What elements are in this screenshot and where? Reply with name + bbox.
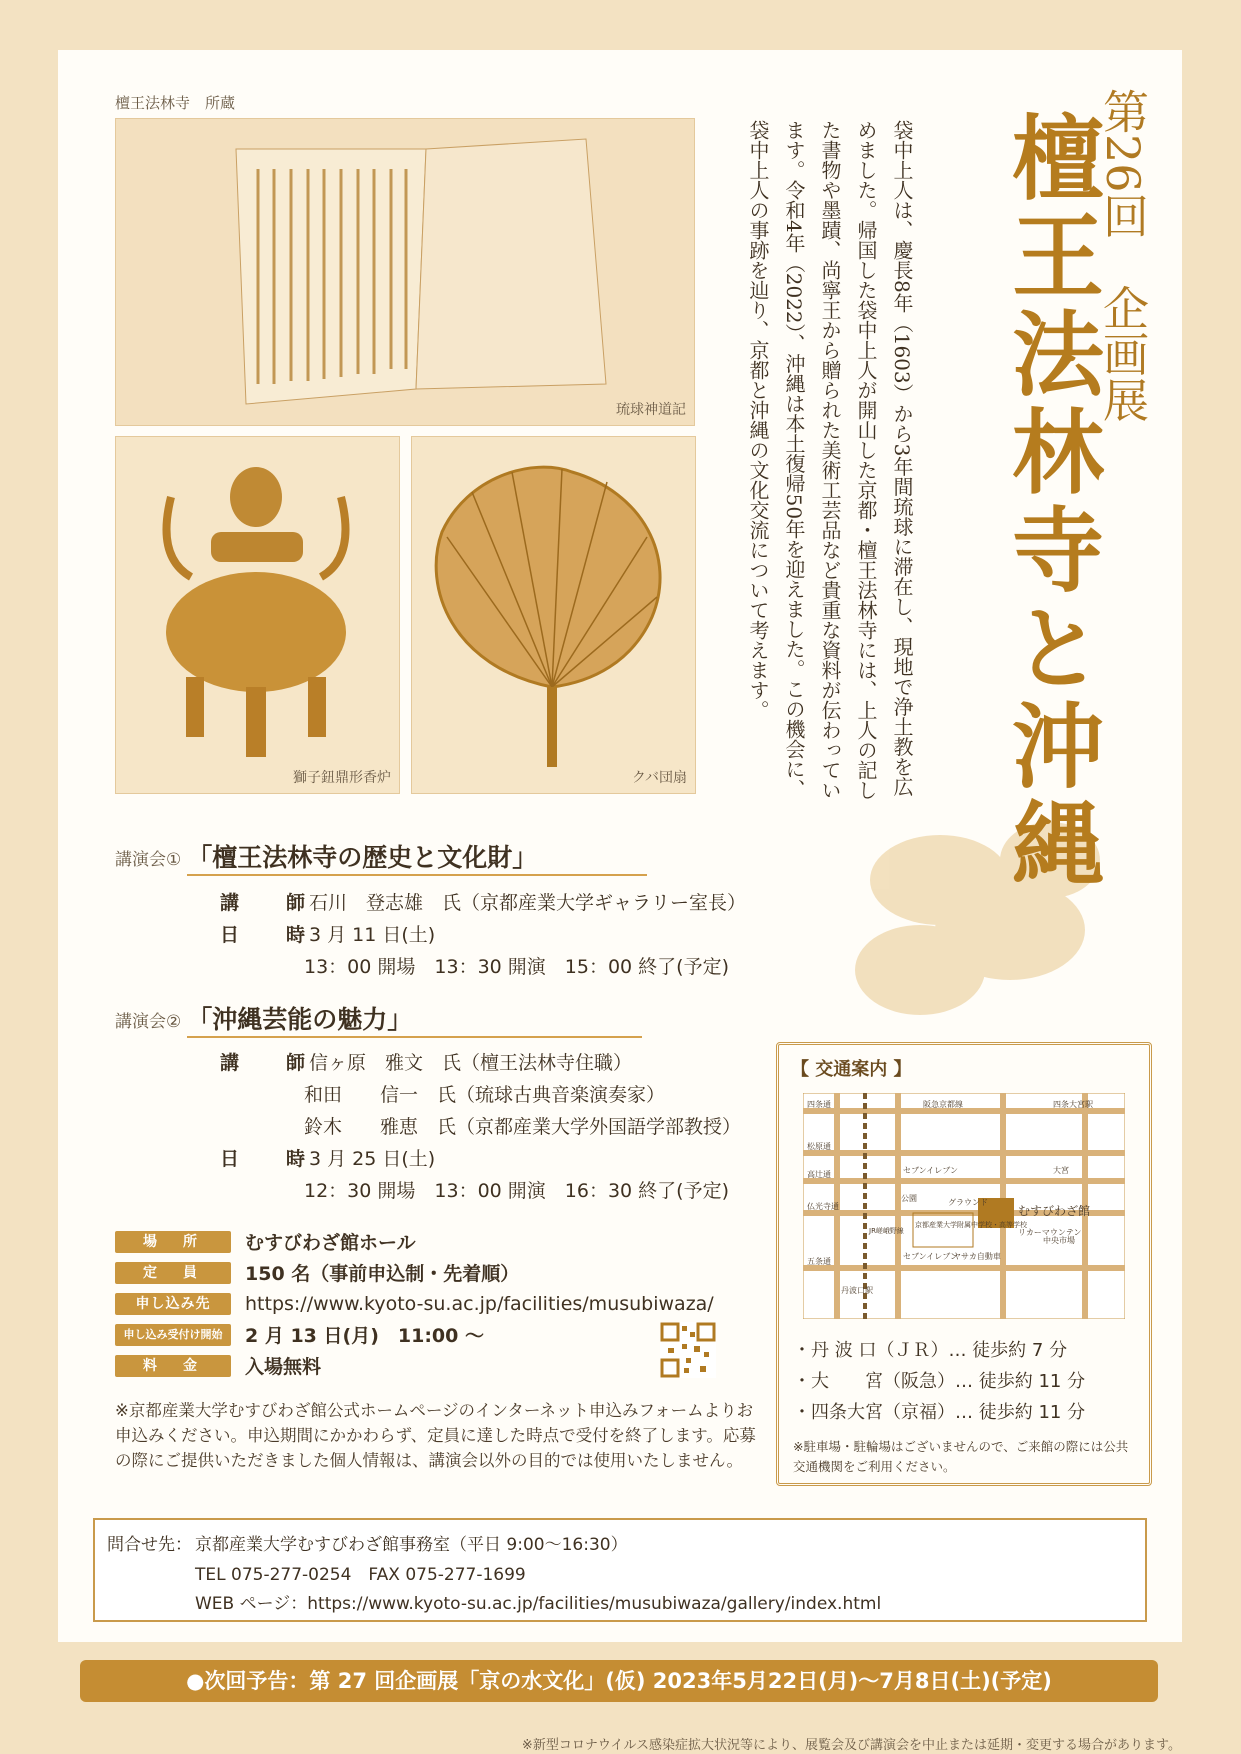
route-time: … 徒歩約 11 分: [955, 1371, 1086, 1392]
lecture2-date: ：3 月 25 日(土): [290, 1148, 436, 1170]
info-capacity: [115, 1257, 714, 1288]
route-row: [793, 1366, 1085, 1397]
map-label-gojo: 五条通: [807, 1257, 831, 1266]
info-value: 入場無料: [245, 1356, 322, 1378]
route-time: … 徒歩約 7 分: [948, 1340, 1068, 1361]
access-map: [803, 1093, 1125, 1319]
info-tag: 申し込み受付け開始: [115, 1324, 231, 1346]
lecture2-title: 「沖縄芸能の魅力」: [187, 1000, 642, 1038]
info-fee: [115, 1350, 714, 1381]
fan-photo: [411, 436, 696, 794]
date-label: 日 時: [220, 924, 320, 946]
map-label-park: 公園: [901, 1194, 917, 1203]
info-tag: 申し込み先: [115, 1293, 231, 1315]
route-station: ・丹 波 口（ＪＲ）: [793, 1340, 949, 1361]
next-exhibition-banner: ●次回予告：第 27 回企画展「京の水文化」(仮) 2023年5月22日(月)～7月8日(土)(予定): [80, 1660, 1158, 1702]
map-label-omiya: 大宮: [1053, 1166, 1069, 1175]
info-tag: 定 員: [115, 1262, 231, 1284]
route-station: ・四条大宮（京福）: [793, 1402, 955, 1423]
map-label-market: 中央市場: [1043, 1236, 1075, 1245]
lecture1-time: 13：00 開場 13：30 開演 15：00 終了(予定): [304, 956, 730, 978]
lecture2-lecturer-2: 和田 信一 氏（琉球古典音楽演奏家）: [304, 1084, 666, 1106]
lecture1-heading: [115, 838, 647, 876]
lecturer-label: 講 師: [220, 1052, 320, 1074]
book-photo: [115, 118, 695, 426]
map-label-yasaka: ヤサカ自動車: [953, 1252, 1001, 1261]
lecture2-lecturer-3: 鈴木 雅恵 氏（京都産業大学外国語学部教授）: [304, 1116, 742, 1138]
map-label-school: 京都産業大学附属中学校・高等学校: [915, 1221, 1027, 1229]
fan-illustration: [412, 437, 695, 793]
lecture1-tag: 講演会①: [115, 849, 182, 870]
access-note: ※駐車場・駐輪場はございませんので、ご来館の際には公共交通機関をご利用ください。: [793, 1439, 1129, 1474]
lecture2-lecturer-row: [220, 1048, 632, 1075]
map-label-seven1: セブンイレブン: [903, 1166, 958, 1175]
lecture2-heading: [115, 1000, 642, 1038]
covid-notice: ※新型コロナウイルス感染症拡大状況等により、展覧会及び講演会を中止または延期・変更する場合があります。: [521, 1738, 1181, 1753]
inquiry-tel-fax: TEL 075-277-0254 FAX 075-277-1699: [195, 1565, 526, 1585]
censer-illustration: [116, 437, 399, 793]
date-label: 日 時: [220, 1148, 320, 1170]
map-label-musubiwaza: むすびわざ館: [1018, 1204, 1091, 1218]
info-apply-start: [115, 1319, 714, 1350]
info-tag: 場 所: [115, 1231, 231, 1253]
event-info: [115, 1226, 714, 1381]
map-label-takatsuji: 高辻通: [807, 1170, 831, 1179]
exhibition-title: 檀王法林寺と沖縄: [997, 110, 1105, 894]
inquiry-office: 京都産業大学むすびわざ館事務室（平日 9:00〜16:30）: [195, 1535, 628, 1555]
inquiry-label: 問合せ先：: [107, 1535, 192, 1555]
lecture2-tag: 講演会②: [115, 1011, 182, 1032]
lecture2-time: 12：30 開場 13：00 開演 16：30 終了(予定): [304, 1180, 730, 1202]
info-value: 150 名（事前申込制・先着順）: [245, 1263, 520, 1285]
lecture1-lecturer-row: [220, 888, 746, 915]
map-label-hankyu: 阪急京都線: [923, 1100, 963, 1109]
map-label-jr: JR嵯峨野線: [869, 1227, 904, 1235]
info-value: むすびわざ館ホール: [245, 1232, 416, 1254]
access-routes: [793, 1335, 1085, 1428]
fan-caption: クバ団扇: [631, 770, 687, 786]
lecture1-lecturer: ：石川 登志雄 氏（京都産業大学ギャラリー室長）: [290, 892, 747, 914]
route-time: … 徒歩約 11 分: [955, 1402, 1086, 1423]
map-label-matsubara: 松原通: [807, 1142, 831, 1151]
lecture1-title: 「檀王法林寺の歴史と文化財」: [187, 838, 647, 876]
lecturer-label: 講 師: [220, 892, 320, 914]
exhibition-number: 第26回 企画展: [1096, 88, 1150, 423]
map-label-seven2: セブンイレブン: [903, 1252, 958, 1261]
intro-text: 袋中上人は、慶長8年（1603）から3年間琉球に滞在し、現地で浄土教を広めました。帰国した袋中上人が開山した京都・檀王法林寺には、上人の記した書物や墨蹟、尚寧王から贈られた美術工芸品など貴重な資料が伝わっています。令和4年（2022）、沖縄は本土復帰50年を迎えました。この機会に、袋中上人の事跡を辿り、京都と沖縄の文化交流について考えます。: [746, 120, 914, 800]
info-venue: [115, 1226, 714, 1257]
info-tag: 料 金: [115, 1355, 231, 1377]
map-label-tanbaguchi: 丹波口駅: [841, 1286, 873, 1295]
lecture2-lecturer-1: ：信ヶ原 雅文 氏（檀王法林寺住職）: [290, 1052, 633, 1074]
route-station: ・大 宮（阪急）: [793, 1371, 955, 1392]
map-label-bukkoji: 仏光寺通: [807, 1202, 839, 1211]
map-label-shijo: 四条通: [807, 1100, 831, 1109]
lecture1-date: ：3 月 11 日(土): [290, 924, 436, 946]
lecture1-date-row: [220, 920, 435, 947]
route-row: [793, 1397, 1085, 1428]
book-caption: 琉球神道記: [616, 402, 686, 418]
censer-photo: [115, 436, 400, 794]
map-label-ground: グラウンド: [948, 1198, 988, 1207]
info-value: 2 月 13 日(月) 11:00 ～: [245, 1325, 484, 1347]
book-illustration: [116, 119, 694, 425]
inquiry-box: [93, 1518, 1147, 1622]
info-apply-url: [115, 1288, 714, 1319]
route-row: [793, 1335, 1085, 1366]
map-label-riquor: リカーマウンテン: [1018, 1228, 1082, 1237]
apply-link[interactable]: https://www.kyoto-su.ac.jp/facilities/musubiwaza/: [245, 1292, 714, 1315]
qr-code[interactable]: [660, 1322, 716, 1378]
access-box: [776, 1042, 1152, 1486]
map-label-shijo-omiya: 四条大宮駅: [1053, 1100, 1093, 1109]
collection-credit: 檀王法林寺 所蔵: [115, 94, 236, 112]
inquiry-web[interactable]: WEB ページ：https://www.kyoto-su.ac.jp/facilities/musubiwaza/gallery/index.html: [195, 1594, 882, 1614]
censer-caption: 獅子鈕鼎形香炉: [293, 770, 391, 786]
access-title: 【 交通案内 】: [791, 1059, 912, 1080]
application-note: ※京都産業大学むすびわざ館公式ホームページのインターネット申込みフォームよりお申込みください。申込期間にかかわらず、定員に達した時点で受付を終了します。応募の際にご提供いただきました個人情報は、講演会以外の目的では使用いたしません。: [115, 1401, 756, 1470]
lecture2-date-row: [220, 1144, 435, 1171]
